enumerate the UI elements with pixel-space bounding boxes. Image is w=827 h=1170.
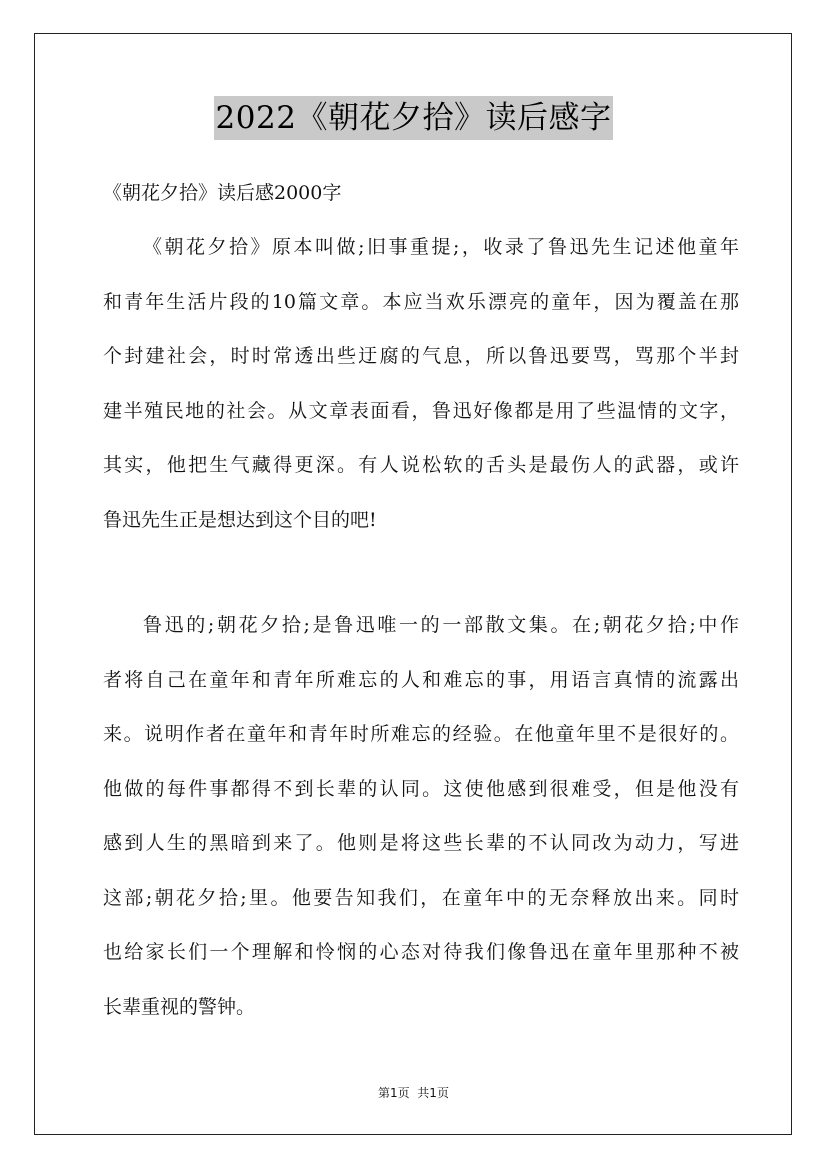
paragraph-line: 鲁迅先生正是想达到这个目的吧! [103,508,377,531]
paragraph-line: 《朝花夕拾》原本叫做;旧事重提;，收录了鲁迅先生记述他童年 [143,236,739,258]
paragraph-line: 鲁迅的;朝花夕拾;是鲁迅唯一的一部散文集。在;朝花夕拾;中作 [143,614,739,636]
paragraph-line: 来。说明作者在童年和青年时所难忘的经验。在他童年里不是很好的。 [103,723,739,745]
paragraph-line: 长辈重视的警钟。 [103,995,256,1018]
title-container [0,96,827,140]
paragraph-line: 者将自己在童年和青年所难忘的人和难忘的事，用语言真情的流露出 [103,668,739,691]
paragraph-line: 这部;朝花夕拾;里。他要告知我们，在童年中的无奈释放出来。同时 [103,886,739,909]
paragraph-line: 其实，他把生气藏得更深。有人说松软的舌头是最伤人的武器，或许 [103,454,739,476]
paragraph-1 [103,232,739,559]
document-subtitle: 《朝花夕拾》读后感2000字 [103,182,342,204]
paragraph-2 [103,610,739,1046]
paragraph-line: 感到人生的黑暗到来了。他则是将这些长辈的不认同改为动力，写进 [103,832,739,854]
paragraph-line: 和青年生活片段的10篇文章。本应当欢乐漂亮的童年，因为覆盖在那 [103,290,739,313]
document-title: 2022《朝花夕拾》读后感字 [214,96,614,140]
page-footer: 第1页 共1页 [378,1086,449,1100]
paragraph-line: 也给家长们一个理解和怜悯的心态对待我们像鲁迅在童年里那种不被 [103,941,739,963]
paragraph-line: 个封建社会，时时常透出些迂腐的气息，所以鲁迅要骂，骂那个半封 [103,345,739,367]
paragraph-line: 他做的每件事都得不到长辈的认同。这使他感到很难受，但是他没有 [103,777,739,800]
paragraph-line: 建半殖民地的社会。从文章表面看，鲁迅好像都是用了些温情的文字， [103,399,739,422]
